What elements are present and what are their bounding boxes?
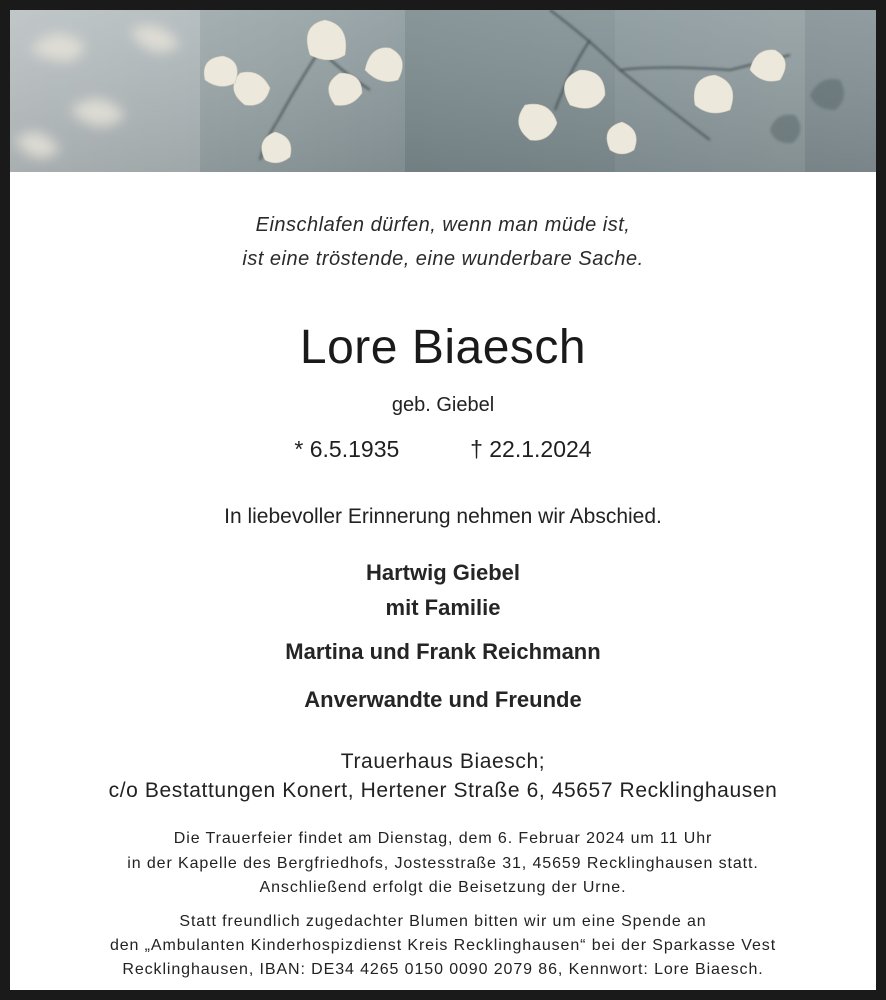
mourner-line: Anverwandte und Freunde (304, 687, 582, 712)
maiden-name: geb. Giebel (391, 394, 495, 416)
deceased-name: Lore Biaesch (299, 321, 587, 374)
ceremony-line: Anschließend erfolgt die Beisetzung der Urne. (259, 879, 627, 896)
mourner-line: Martina und Frank Reichmann (285, 639, 601, 664)
mourner-line: mit Familie (385, 595, 501, 620)
ceremony-line: in der Kapelle des Bergfriedhofs, Jostesstraße 31, 45659 Recklinghausen statt. (127, 855, 759, 872)
donation-line: den „Ambulanten Kinderhospizdienst Kreis Recklinghausen“ bei der Sparkasse Vest (109, 937, 777, 954)
quote-line-1: Einschlafen dürfen, wenn man müde ist, (255, 214, 631, 236)
life-dates (10, 436, 876, 463)
ginkgo-leaves-image (10, 10, 876, 172)
ceremony-line: Die Trauerfeier findet am Dienstag, dem 6. Februar 2024 um 11 Uhr (173, 830, 713, 847)
farewell-text: In liebevoller Erinnerung nehmen wir Abschied. (224, 505, 662, 528)
address-line-1: Trauerhaus Biaesch; (340, 750, 546, 773)
birth-date: * 6.5.1935 (294, 436, 400, 462)
header-photo (10, 10, 876, 172)
donation-line: Recklinghausen, IBAN: DE34 4265 0150 0090 2079 86, Kennwort: Lore Biaesch. (122, 961, 764, 978)
address-line-2: c/o Bestattungen Konert, Hertener Straße 6, 45657 Recklinghausen (108, 779, 778, 802)
mourner-line: Hartwig Giebel (365, 560, 521, 585)
quote-line-2: ist eine tröstende, eine wunderbare Sache. (242, 248, 644, 270)
donation-line: Statt freundlich zugedachter Blumen bitten wir um eine Spende an (179, 913, 707, 930)
death-date: † 22.1.2024 (470, 436, 592, 462)
